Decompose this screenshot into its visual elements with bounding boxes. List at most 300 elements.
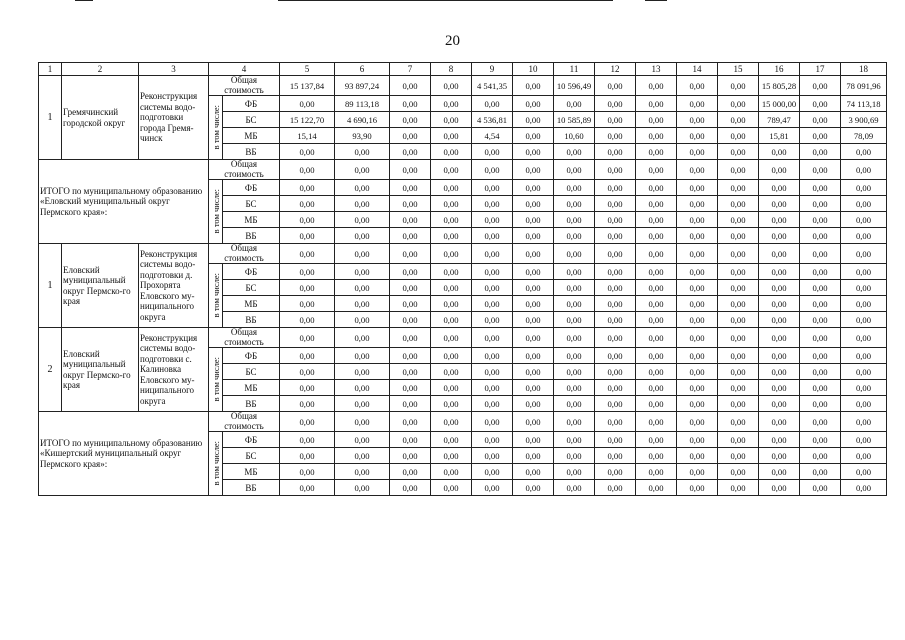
value-cell: 0,00 [431, 180, 472, 196]
funding-source-label: ВБ [223, 144, 280, 160]
value-cell: 0,00 [718, 212, 759, 228]
including-label [209, 348, 223, 412]
value-cell: 0,00 [431, 412, 472, 432]
value-cell: 0,00 [595, 76, 636, 96]
value-cell: 0,00 [335, 348, 390, 364]
value-cell: 93 897,24 [335, 76, 390, 96]
value-cell: 0,00 [554, 380, 595, 396]
value-cell: 0,00 [636, 396, 677, 412]
value-cell: 0,00 [677, 212, 718, 228]
value-cell: 0,00 [280, 212, 335, 228]
value-cell: 0,00 [677, 160, 718, 180]
total-cost-label-line1: Общая [230, 75, 258, 85]
funding-source-label: БС [223, 364, 280, 380]
value-cell: 0,00 [513, 112, 554, 128]
column-header: 1 [39, 63, 62, 76]
value-cell: 0,00 [759, 364, 800, 380]
value-cell: 0,00 [841, 160, 887, 180]
value-cell: 0,00 [390, 296, 431, 312]
value-cell: 0,00 [335, 296, 390, 312]
value-cell: 0,00 [554, 412, 595, 432]
value-cell: 0,00 [431, 348, 472, 364]
value-cell: 0,00 [800, 464, 841, 480]
column-header: 17 [800, 63, 841, 76]
value-cell: 0,00 [718, 96, 759, 112]
value-cell: 789,47 [759, 112, 800, 128]
value-cell: 0,00 [335, 464, 390, 480]
value-cell: 0,00 [390, 348, 431, 364]
value-cell: 0,00 [677, 312, 718, 328]
value-cell: 0,00 [390, 380, 431, 396]
value-cell: 0,00 [472, 412, 513, 432]
value-cell: 0,00 [636, 380, 677, 396]
funding-source-label: ВБ [223, 228, 280, 244]
value-cell: 0,00 [513, 328, 554, 348]
value-cell: 0,00 [677, 112, 718, 128]
value-cell: 0,00 [718, 412, 759, 432]
value-cell: 0,00 [841, 196, 887, 212]
value-cell: 0,00 [513, 432, 554, 448]
including-label-text: в том числе: [210, 273, 221, 318]
value-cell: 0,00 [800, 396, 841, 412]
value-cell: 0,00 [513, 412, 554, 432]
table-row [39, 412, 887, 432]
total-cost-label [209, 328, 280, 348]
value-cell: 0,00 [800, 112, 841, 128]
value-cell: 0,00 [431, 396, 472, 412]
value-cell: 0,00 [280, 364, 335, 380]
value-cell: 0,00 [554, 464, 595, 480]
total-cost-label [209, 244, 280, 264]
scan-top-line-right [645, 0, 667, 1]
column-header: 14 [677, 63, 718, 76]
value-cell: 0,00 [759, 244, 800, 264]
value-cell: 4 536,81 [472, 112, 513, 128]
value-cell: 0,00 [718, 128, 759, 144]
value-cell: 0,00 [595, 312, 636, 328]
value-cell: 0,00 [677, 280, 718, 296]
value-cell: 0,00 [800, 480, 841, 496]
value-cell: 0,00 [554, 244, 595, 264]
value-cell: 0,00 [636, 196, 677, 212]
value-cell: 0,00 [280, 448, 335, 464]
funding-source-label: ФБ [223, 348, 280, 364]
value-cell: 0,00 [595, 212, 636, 228]
column-header: 13 [636, 63, 677, 76]
value-cell: 0,00 [280, 228, 335, 244]
value-cell: 0,00 [677, 96, 718, 112]
header-row [39, 63, 887, 76]
value-cell: 0,00 [335, 144, 390, 160]
value-cell: 0,00 [636, 212, 677, 228]
value-cell: 15 122,70 [280, 112, 335, 128]
value-cell: 0,00 [759, 160, 800, 180]
value-cell: 0,00 [280, 244, 335, 264]
value-cell: 0,00 [800, 180, 841, 196]
value-cell: 0,00 [677, 364, 718, 380]
value-cell: 0,00 [335, 280, 390, 296]
value-cell: 0,00 [800, 196, 841, 212]
total-cost-label-line1: Общая [230, 411, 258, 421]
value-cell: 0,00 [718, 264, 759, 280]
value-cell: 0,00 [759, 280, 800, 296]
value-cell: 0,00 [280, 432, 335, 448]
value-cell: 0,00 [595, 432, 636, 448]
value-cell: 0,00 [677, 264, 718, 280]
value-cell: 0,00 [841, 180, 887, 196]
value-cell: 0,00 [595, 296, 636, 312]
value-cell: 0,00 [390, 396, 431, 412]
value-cell: 0,00 [554, 228, 595, 244]
value-cell: 0,00 [472, 264, 513, 280]
value-cell: 0,00 [841, 244, 887, 264]
table-row [39, 76, 887, 96]
table-row [39, 160, 887, 180]
project-name: Реконструкция системы водо-подготовки с. Калиновка Еловского му-ниципального округа [139, 328, 209, 412]
value-cell: 0,00 [431, 144, 472, 160]
value-cell: 0,00 [513, 144, 554, 160]
value-cell: 0,00 [280, 160, 335, 180]
value-cell: 93,90 [335, 128, 390, 144]
including-label-text: в том числе: [210, 189, 221, 234]
value-cell: 0,00 [390, 364, 431, 380]
value-cell: 0,00 [280, 264, 335, 280]
value-cell: 0,00 [595, 160, 636, 180]
value-cell: 0,00 [759, 180, 800, 196]
value-cell: 0,00 [800, 228, 841, 244]
value-cell: 0,00 [554, 96, 595, 112]
value-cell: 0,00 [800, 328, 841, 348]
value-cell: 0,00 [431, 364, 472, 380]
total-label: ИТОГО по муниципальному образованию «Еловский муниципальный округ Пермского края»: [39, 160, 209, 244]
value-cell: 0,00 [472, 96, 513, 112]
project-name: Реконструкция системы водо-подготовки города Гремя-чинск [139, 76, 209, 160]
value-cell: 0,00 [718, 112, 759, 128]
column-header: 16 [759, 63, 800, 76]
municipality-name: Гремячинский городской округ [62, 76, 139, 160]
value-cell: 0,00 [841, 412, 887, 432]
including-label [209, 264, 223, 328]
value-cell: 0,00 [800, 96, 841, 112]
including-label [209, 432, 223, 496]
value-cell: 0,00 [718, 448, 759, 464]
value-cell: 0,00 [431, 128, 472, 144]
total-cost-label-line1: Общая [230, 327, 258, 337]
value-cell: 0,00 [472, 328, 513, 348]
value-cell: 0,00 [595, 396, 636, 412]
column-header: 8 [431, 63, 472, 76]
value-cell: 0,00 [390, 432, 431, 448]
value-cell: 0,00 [335, 264, 390, 280]
value-cell: 0,00 [759, 296, 800, 312]
value-cell: 0,00 [759, 432, 800, 448]
value-cell: 0,00 [595, 96, 636, 112]
value-cell: 0,00 [390, 160, 431, 180]
value-cell: 0,00 [636, 480, 677, 496]
value-cell: 0,00 [636, 96, 677, 112]
value-cell: 0,00 [677, 480, 718, 496]
value-cell: 0,00 [718, 396, 759, 412]
value-cell: 0,00 [800, 312, 841, 328]
column-header: 18 [841, 63, 887, 76]
total-label: ИТОГО по муниципальному образованию «Кишертский муниципальный округ Пермского края»: [39, 412, 209, 496]
value-cell: 0,00 [280, 144, 335, 160]
value-cell: 0,00 [718, 328, 759, 348]
scan-top-line-left [75, 0, 93, 1]
value-cell: 0,00 [431, 296, 472, 312]
value-cell: 0,00 [677, 464, 718, 480]
value-cell: 0,00 [390, 96, 431, 112]
value-cell: 0,00 [841, 480, 887, 496]
value-cell: 0,00 [390, 412, 431, 432]
column-header: 4 [209, 63, 280, 76]
value-cell: 0,00 [335, 480, 390, 496]
total-cost-label-line2: стоимость [224, 420, 264, 431]
value-cell: 0,00 [595, 144, 636, 160]
value-cell: 0,00 [800, 364, 841, 380]
value-cell: 0,00 [595, 380, 636, 396]
value-cell: 0,00 [513, 448, 554, 464]
value-cell: 0,00 [636, 296, 677, 312]
value-cell: 15 137,84 [280, 76, 335, 96]
value-cell: 0,00 [759, 312, 800, 328]
value-cell: 0,00 [472, 432, 513, 448]
value-cell: 0,00 [841, 328, 887, 348]
value-cell: 0,00 [759, 264, 800, 280]
value-cell: 0,00 [390, 144, 431, 160]
value-cell: 0,00 [472, 480, 513, 496]
funding-source-label: МБ [223, 296, 280, 312]
value-cell: 0,00 [759, 380, 800, 396]
value-cell: 0,00 [554, 180, 595, 196]
including-label-text: в том числе: [210, 441, 221, 486]
value-cell: 0,00 [431, 380, 472, 396]
value-cell: 0,00 [390, 196, 431, 212]
funding-source-label: БС [223, 196, 280, 212]
value-cell: 0,00 [718, 280, 759, 296]
value-cell: 0,00 [718, 196, 759, 212]
value-cell: 0,00 [390, 264, 431, 280]
column-header: 6 [335, 63, 390, 76]
value-cell: 0,00 [677, 228, 718, 244]
funding-source-label: ФБ [223, 432, 280, 448]
value-cell: 0,00 [718, 364, 759, 380]
value-cell: 0,00 [677, 296, 718, 312]
value-cell: 15 000,00 [759, 96, 800, 112]
value-cell: 0,00 [472, 280, 513, 296]
value-cell: 0,00 [759, 396, 800, 412]
column-header: 10 [513, 63, 554, 76]
value-cell: 0,00 [390, 328, 431, 348]
funding-source-label: БС [223, 448, 280, 464]
value-cell: 0,00 [554, 480, 595, 496]
scan-top-line-middle [278, 0, 613, 1]
value-cell: 0,00 [390, 76, 431, 96]
value-cell: 0,00 [431, 464, 472, 480]
value-cell: 0,00 [513, 380, 554, 396]
value-cell: 0,00 [513, 180, 554, 196]
value-cell: 0,00 [554, 448, 595, 464]
value-cell: 0,00 [335, 244, 390, 264]
value-cell: 0,00 [280, 280, 335, 296]
value-cell: 10,60 [554, 128, 595, 144]
value-cell: 0,00 [335, 228, 390, 244]
value-cell: 0,00 [800, 432, 841, 448]
value-cell: 0,00 [513, 128, 554, 144]
value-cell: 0,00 [280, 196, 335, 212]
funding-source-label: ФБ [223, 96, 280, 112]
funding-source-label: ВБ [223, 396, 280, 412]
value-cell: 0,00 [513, 212, 554, 228]
value-cell: 0,00 [472, 196, 513, 212]
value-cell: 0,00 [718, 348, 759, 364]
value-cell: 0,00 [636, 128, 677, 144]
value-cell: 0,00 [431, 212, 472, 228]
value-cell: 0,00 [513, 244, 554, 264]
value-cell: 0,00 [677, 396, 718, 412]
value-cell: 0,00 [390, 112, 431, 128]
value-cell: 0,00 [841, 348, 887, 364]
value-cell: 0,00 [431, 160, 472, 180]
value-cell: 0,00 [636, 228, 677, 244]
value-cell: 0,00 [759, 348, 800, 364]
value-cell: 0,00 [759, 196, 800, 212]
value-cell: 0,00 [677, 196, 718, 212]
value-cell: 0,00 [841, 448, 887, 464]
value-cell: 0,00 [800, 264, 841, 280]
total-cost-label-line2: стоимость [224, 336, 264, 347]
value-cell: 0,00 [677, 412, 718, 432]
funding-source-label: ФБ [223, 264, 280, 280]
value-cell: 0,00 [841, 380, 887, 396]
value-cell: 0,00 [595, 348, 636, 364]
value-cell: 0,00 [472, 312, 513, 328]
value-cell: 0,00 [595, 244, 636, 264]
value-cell: 0,00 [280, 96, 335, 112]
value-cell: 0,00 [595, 128, 636, 144]
value-cell: 0,00 [431, 244, 472, 264]
value-cell: 0,00 [390, 228, 431, 244]
value-cell: 0,00 [390, 128, 431, 144]
municipality-name: Еловский муниципальный округ Пермско-го края [62, 244, 139, 328]
value-cell: 0,00 [280, 396, 335, 412]
value-cell: 0,00 [800, 160, 841, 180]
value-cell: 0,00 [759, 228, 800, 244]
total-cost-label-line2: стоимость [224, 252, 264, 263]
value-cell: 0,00 [718, 160, 759, 180]
value-cell: 0,00 [513, 396, 554, 412]
value-cell: 0,00 [513, 264, 554, 280]
value-cell: 0,00 [431, 480, 472, 496]
value-cell: 0,00 [431, 432, 472, 448]
value-cell: 0,00 [636, 448, 677, 464]
value-cell: 15,14 [280, 128, 335, 144]
total-cost-label-line1: Общая [230, 243, 258, 253]
value-cell: 0,00 [759, 144, 800, 160]
value-cell: 0,00 [759, 328, 800, 348]
column-header: 7 [390, 63, 431, 76]
value-cell: 74 113,18 [841, 96, 887, 112]
value-cell: 0,00 [472, 348, 513, 364]
value-cell: 0,00 [636, 348, 677, 364]
value-cell: 0,00 [677, 448, 718, 464]
value-cell: 0,00 [280, 348, 335, 364]
value-cell: 0,00 [800, 448, 841, 464]
value-cell: 0,00 [280, 480, 335, 496]
value-cell: 0,00 [554, 144, 595, 160]
value-cell: 0,00 [554, 280, 595, 296]
value-cell: 0,00 [800, 348, 841, 364]
value-cell: 0,00 [718, 432, 759, 448]
funding-source-label: ВБ [223, 312, 280, 328]
value-cell: 0,00 [335, 380, 390, 396]
column-header: 15 [718, 63, 759, 76]
funding-source-label: БС [223, 112, 280, 128]
value-cell: 0,00 [335, 328, 390, 348]
value-cell: 4 541,35 [472, 76, 513, 96]
value-cell: 89 113,18 [335, 96, 390, 112]
value-cell: 0,00 [513, 312, 554, 328]
table-row [39, 328, 887, 348]
item-number: 1 [39, 76, 62, 160]
value-cell: 0,00 [841, 212, 887, 228]
value-cell: 0,00 [800, 76, 841, 96]
value-cell: 0,00 [759, 212, 800, 228]
column-header: 11 [554, 63, 595, 76]
value-cell: 0,00 [677, 144, 718, 160]
value-cell: 78,09 [841, 128, 887, 144]
value-cell: 0,00 [636, 244, 677, 264]
value-cell: 0,00 [390, 464, 431, 480]
value-cell: 0,00 [636, 76, 677, 96]
funding-source-label: МБ [223, 128, 280, 144]
financing-table [38, 62, 887, 496]
value-cell: 0,00 [718, 76, 759, 96]
value-cell: 0,00 [513, 296, 554, 312]
total-cost-label-line2: стоимость [224, 168, 264, 179]
value-cell: 10 585,89 [554, 112, 595, 128]
value-cell: 0,00 [472, 180, 513, 196]
value-cell: 0,00 [759, 480, 800, 496]
value-cell: 0,00 [513, 464, 554, 480]
value-cell: 0,00 [513, 96, 554, 112]
value-cell: 3 900,69 [841, 112, 887, 128]
value-cell: 15 805,28 [759, 76, 800, 96]
value-cell: 0,00 [718, 244, 759, 264]
value-cell: 0,00 [554, 364, 595, 380]
value-cell: 0,00 [335, 432, 390, 448]
value-cell: 0,00 [595, 264, 636, 280]
value-cell: 0,00 [718, 464, 759, 480]
item-number: 2 [39, 328, 62, 412]
value-cell: 0,00 [718, 144, 759, 160]
value-cell: 0,00 [431, 196, 472, 212]
value-cell: 0,00 [800, 144, 841, 160]
value-cell: 0,00 [513, 160, 554, 180]
value-cell: 0,00 [280, 180, 335, 196]
value-cell: 0,00 [513, 196, 554, 212]
funding-source-label: ВБ [223, 480, 280, 496]
value-cell: 0,00 [431, 112, 472, 128]
value-cell: 0,00 [841, 280, 887, 296]
column-header: 9 [472, 63, 513, 76]
value-cell: 0,00 [595, 180, 636, 196]
value-cell: 0,00 [335, 364, 390, 380]
value-cell: 0,00 [390, 280, 431, 296]
value-cell: 0,00 [431, 280, 472, 296]
column-header: 5 [280, 63, 335, 76]
value-cell: 0,00 [636, 312, 677, 328]
